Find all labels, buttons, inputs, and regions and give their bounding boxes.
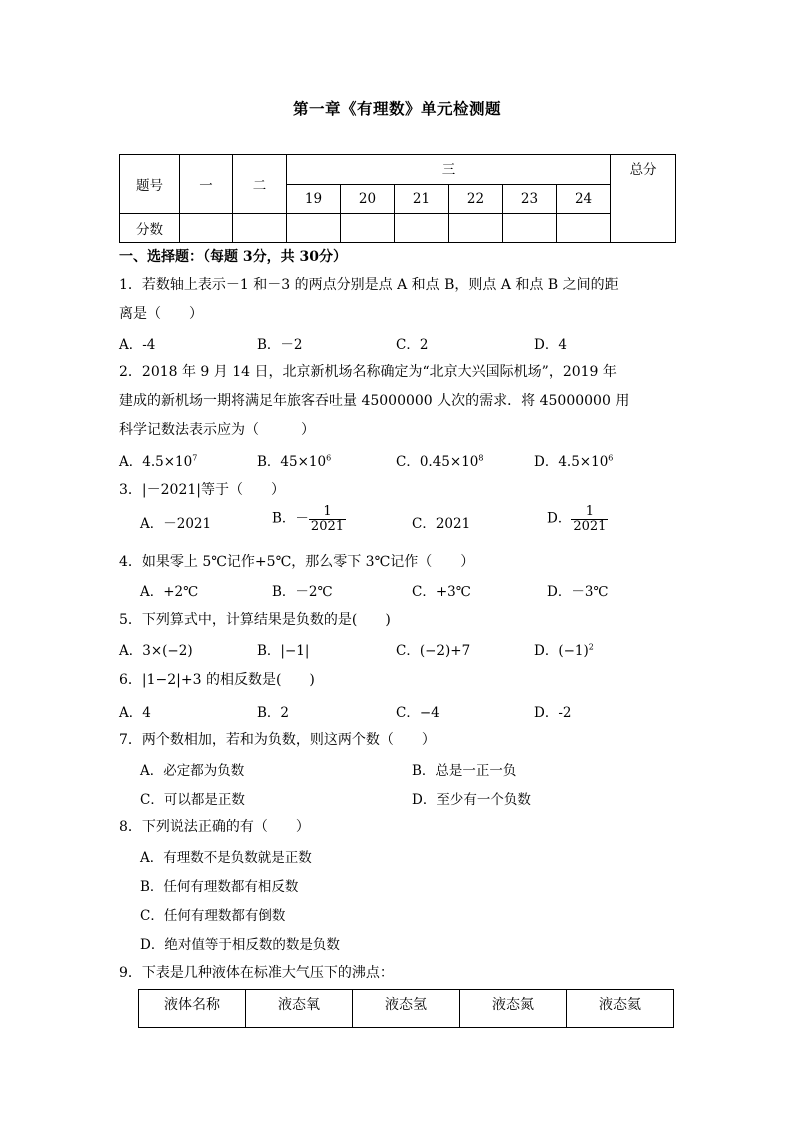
score-cell[interactable] [395,214,449,243]
q3-option-c[interactable]: C．2021 [412,516,471,532]
q6-stem: 6．|1−2|+3 的相反数是( ) [119,672,315,688]
score-cell[interactable] [233,214,287,243]
q8-option-c[interactable]: C．任何有理数都有倒数 [140,908,286,924]
score-sub-24: 24 [557,185,611,214]
score-row-label: 分数 [120,214,180,243]
q1-option-a[interactable]: A．-4 [119,337,156,353]
q2-stem-line1: 2．2018 年 9 月 14 日，北京新机场名称确定为“北京大兴国际机场”，2019 年 [119,364,617,380]
q4-option-c[interactable]: C．+3℃ [412,584,471,600]
section-heading: 一、选择题：（每题 3分，共 30分） [119,249,347,265]
score-cell[interactable] [341,214,395,243]
q2-option-b[interactable]: B．$45\times 10^6$ [257,453,332,470]
q6-option-a[interactable]: A．4 [119,705,151,721]
q2-stem-line2: 建成的新机场一期将满足年旅客吞吐量 45000000 人次的需求．将 45000000 用 [119,393,630,409]
q2-stem-line3: 科学记数法表示应为（ ） [119,422,315,438]
q2-option-a[interactable]: A．$4.5\times 10^7$ [119,453,198,470]
q7-option-a[interactable]: A．必定都为负数 [140,763,245,779]
q1-option-b[interactable]: B．－2 [257,337,303,353]
q4-option-a[interactable]: A．+2℃ [140,584,199,600]
q5-option-b[interactable]: B．|−1| [257,643,310,659]
q8-option-b[interactable]: B．任何有理数都有相反数 [140,879,299,895]
q5-option-a[interactable]: A．3×(−2) [119,643,193,659]
score-cell[interactable] [449,214,503,243]
score-sub-23: 23 [503,185,557,214]
score-cell[interactable] [503,214,557,243]
q4-option-b[interactable]: B．－2℃ [272,584,333,600]
q7-option-d[interactable]: D．至少有一个负数 [412,792,531,808]
q3-option-d[interactable]: D． $\frac{1}{2021}$ [547,504,607,534]
q8-option-d[interactable]: D．绝对值等于相反数的数是负数 [140,937,340,953]
score-sub-22: 22 [449,185,503,214]
score-header-3: 三 [287,155,611,185]
fraction: $\frac{1}{2021}$ [573,504,607,534]
q3-stem: 3．|－2021|等于（ ） [119,482,285,498]
q2-option-d[interactable]: D．$4.5\times 10^6$ [534,453,614,470]
q6-option-d[interactable]: D．-2 [534,705,572,721]
q4-option-d[interactable]: D．－3℃ [547,584,609,600]
q3-option-b[interactable]: B．－ $\frac{1}{2021}$ [272,504,345,534]
q8-option-a[interactable]: A．有理数不是负数就是正数 [140,850,312,866]
page-title: 第一章《有理数》单元检测题 [292,99,501,118]
score-cell[interactable] [557,214,611,243]
score-header-2: 二 [233,155,287,214]
q1-stem-line1: 1．若数轴上表示－1 和－3 的两点分别是点 A 和点 B，则点 A 和点 B 之间的距 [119,277,619,293]
table-header-cell: 液态氧 [246,990,353,1028]
table-header-cell: 液体名称 [139,990,246,1028]
q1-option-d[interactable]: D．4 [534,337,567,353]
score-sub-19: 19 [287,185,341,214]
q8-stem: 8．下列说法正确的有（ ） [119,819,310,835]
score-cell[interactable] [180,214,233,243]
q1-option-c[interactable]: C．2 [396,337,429,353]
table-header-cell: 液态氮 [460,990,567,1028]
score-table [119,154,676,243]
score-header-tihao: 题号 [120,155,180,214]
q5-option-d[interactable]: D．$(-1)^2$ [534,642,594,659]
q1-stem-line2: 离是（ ） [119,306,203,322]
q7-stem: 7．两个数相加，若和为负数，则这两个数（ ） [119,732,436,748]
boiling-point-table [138,989,674,1028]
q7-option-b[interactable]: B．总是一正一负 [412,763,517,779]
q6-option-c[interactable]: C．−4 [396,705,440,721]
score-cell[interactable] [287,214,341,243]
q2-option-c[interactable]: C．$0.45\times 10^8$ [396,453,484,470]
q5-option-c[interactable]: C．(−2)+7 [396,643,471,659]
q4-stem: 4．如果零上 5℃记作+5℃，那么零下 3℃记作（ ） [119,554,475,570]
score-sub-21: 21 [395,185,449,214]
table-header-cell: 液态氢 [353,990,460,1028]
table-header-cell: 液态氦 [567,990,674,1028]
q9-stem: 9．下表是几种液体在标准大气压下的沸点： [119,965,394,981]
q7-option-c[interactable]: C．可以都是正数 [140,792,245,808]
score-header-total: 总分 [611,155,676,243]
q3-option-a[interactable]: A．－2021 [140,516,212,532]
score-sub-20: 20 [341,185,395,214]
fraction: $\frac{1}{2021}$ [310,504,345,534]
score-header-1: 一 [180,155,233,214]
q5-stem: 5．下列算式中，计算结果是负数的是( ) [119,612,391,628]
q6-option-b[interactable]: B．2 [257,705,290,721]
